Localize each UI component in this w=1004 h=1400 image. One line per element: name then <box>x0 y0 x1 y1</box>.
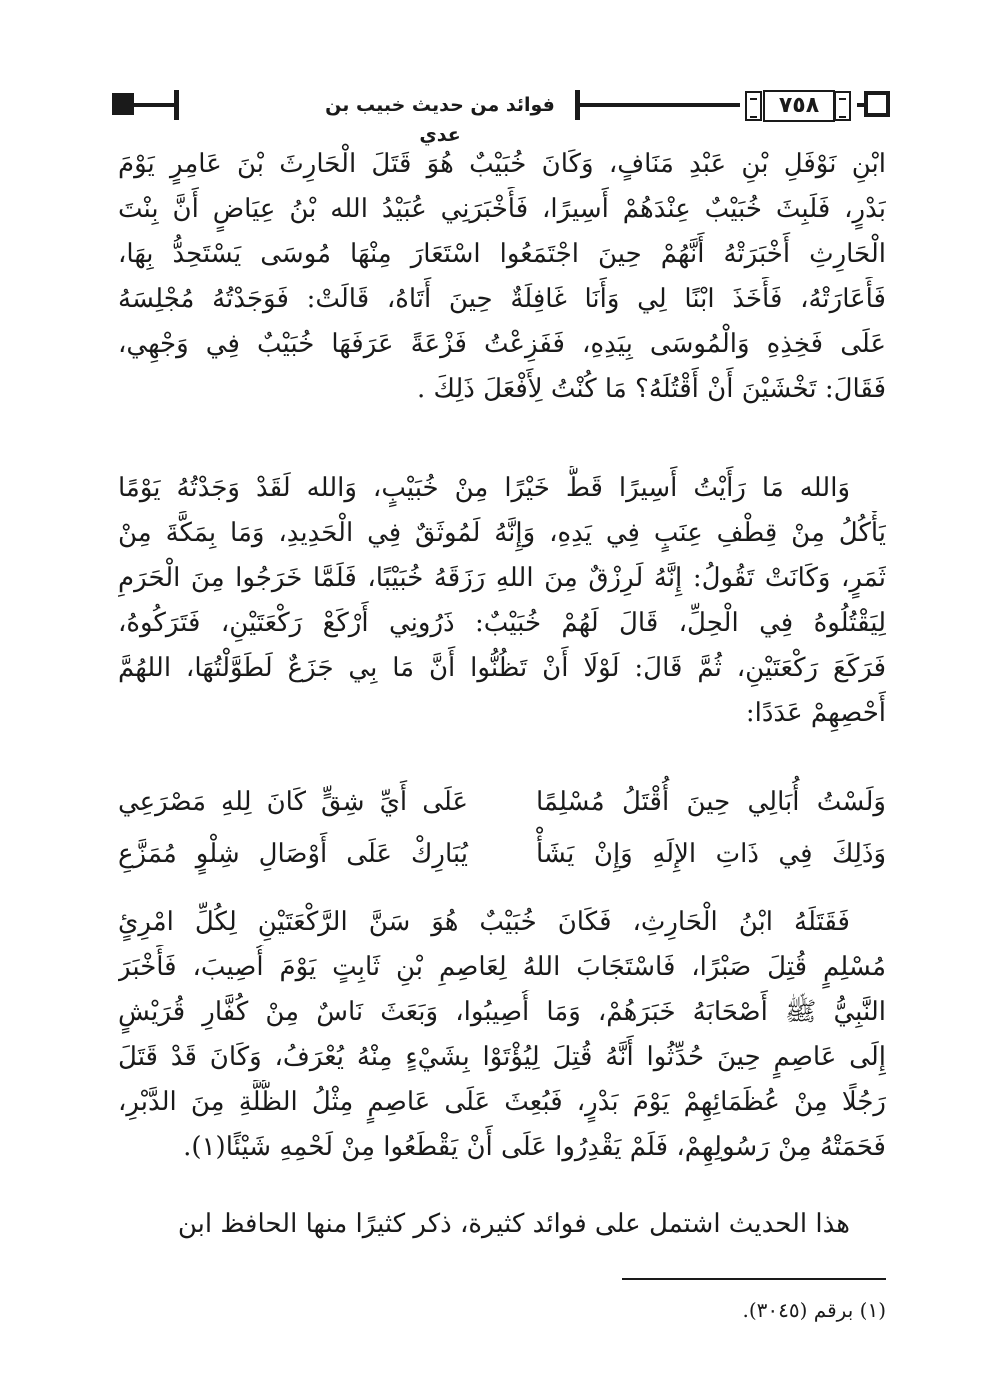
text-line: فَأَعَارَتْهُ، فَأَخَذَ ابْنًا لِي وَأَنَا غَافِلَةٌ حِينَ أَتَاهُ، قَالَتْ: فَوَجَدْتُهُ مُجْلِسَهُ <box>118 284 886 314</box>
text-line: فَرَكَعَ رَكْعَتَيْنِ، ثُمَّ قَالَ: لَوْلَا أَنْ تَظُنُّوا أَنَّ مَا بِي جَزَعٌ لَطَوَّلْتُهَا، اللهُمَّ <box>118 653 886 683</box>
running-title: فوائد من حديث خبيب بن عدي <box>311 90 569 120</box>
paragraph-3 <box>118 900 886 1170</box>
text-line: لِيَقْتُلُوهُ فِي الْحِلِّ، قَالَ لَهُمْ خُبَيْبٌ: ذَرُونِي أَرْكَعْ رَكْعَتَيْنِ، فَتَرَكُوهُ، <box>118 608 886 638</box>
page-number-frame <box>739 86 857 124</box>
text-line: إِلَى عَاصِمٍ حِينَ حُدِّثُوا أَنَّهُ قُتِلَ لِيُؤْتَوْا بِشَيْءٍ مِنْهُ يُعْرَفُ، وَكَانَ قَدْ قَتَلَ <box>118 1042 886 1072</box>
frame-knot-ornament <box>745 91 762 121</box>
header-rule-middle <box>580 103 740 107</box>
text-line: هذا الحديث اشتمل على فوائد كثيرة، ذكر كثيرًا منها الحافظ ابن <box>177 1209 850 1239</box>
poem-second-hemistich: يُبَارِكْ عَلَى أَوْصَالِ شِلْوٍ مُمَزَّعِ <box>118 839 468 869</box>
poem-second-hemistich: عَلَى أَيِّ شِقٍّ كَانَ لِلهِ مَصْرَعِي <box>118 787 468 817</box>
footnote-separator <box>622 1278 886 1280</box>
page-header <box>112 84 890 146</box>
poem-first-hemistich: وَلَسْتُ أُبَالِي حِينَ أُقْتَلُ مُسْلِمًا <box>536 787 886 817</box>
header-bar-ornament <box>174 90 179 120</box>
text-line: يَأْكُلُ مِنْ قِطْفِ عِنَبٍ فِي يَدِهِ، وَإِنَّهُ لَمُوثَقٌ فِي الْحَدِيدِ، وَمَا بِمَكَّةَ مِنْ <box>118 518 886 548</box>
paragraph-4 <box>118 1202 886 1247</box>
header-square-ornament <box>112 93 134 115</box>
text-line: مُسْلِمٍ قُتِلَ صَبْرًا، فَاسْتَجَابَ اللهُ لِعَاصِمِ بْنِ ثَابِتٍ يَوْمَ أُصِيبَ، فَأَخْبَرَ <box>118 952 886 982</box>
frame-knot-ornament <box>834 91 851 121</box>
poem-verse <box>118 830 886 882</box>
header-rule-left <box>134 103 174 107</box>
poem-first-hemistich: وَذَلِكَ فِي ذَاتِ الإِلَهِ وَإِنْ يَشَأْ <box>536 839 886 869</box>
text-line: النَّبِيُّ ﷺ أَصْحَابَهُ خَبَرَهُمْ، وَمَا أُصِيبُوا، وَبَعَثَ نَاسٌ مِنْ كُفَّارِ قُرَيْشٍ <box>118 997 886 1027</box>
text-line: فَقَتَلَهُ ابْنُ الْحَارِثِ، فَكَانَ خُبَيْبٌ هُوَ سَنَّ الرَّكْعَتَيْنِ لِكُلِّ امْرِئٍ <box>118 907 850 937</box>
page-number: ٧٥٨ <box>763 90 835 122</box>
text-line: ثَمَرٍ، وَكَانَتْ تَقُولُ: إِنَّهُ لَرِزْقٌ مِنَ اللهِ رَزَقَهُ خُبَيْبًا، فَلَمَّا خَرَجُوا مِنَ الْحَرَمِ <box>118 563 886 593</box>
text-line: رَجُلًا مِنْ عُظَمَائِهِمْ يَوْمَ بَدْرٍ، فَبُعِثَ عَلَى عَاصِمٍ مِثْلُ الظُّلَّةِ مِنَ الدَّبْرِ، <box>118 1087 886 1117</box>
text-line: الْحَارِثِ أَخْبَرَتْهُ أَنَّهُمْ حِينَ اجْتَمَعُوا اسْتَعَارَ مِنْهَا مُوسَى يَسْتَحِدُّ بِهَا، <box>118 239 886 269</box>
text-line: فَحَمَتْهُ مِنْ رَسُولِهِمْ، فَلَمْ يَقْدِرُوا عَلَى أَنْ يَقْطَعُوا مِنْ لَحْمِهِ شَيْئًا(١). <box>183 1132 886 1162</box>
paragraph-2 <box>118 466 886 736</box>
paragraph-1 <box>118 142 886 412</box>
footnote: (١) برقم (٣٠٤٥). <box>742 1298 886 1322</box>
text-line: فَقَالَ: تَخْشَيْنَ أَنْ أَقْتُلَهُ؟ مَا كُنْتُ لِأَفْعَلَ ذَلِكَ . <box>416 374 886 404</box>
header-hollow-square-ornament <box>864 91 890 117</box>
text-line: أَحْصِهِمْ عَدَدًا: <box>745 698 886 728</box>
text-line: عَلَى فَخِذِهِ وَالْمُوسَى بِيَدِهِ، فَفَزِعْتُ فَزْعَةً عَرَفَهَا خُبَيْبٌ فِي وَجْهِي، <box>118 329 886 359</box>
text-line: وَالله مَا رَأَيْتُ أَسِيرًا قَطُّ خَيْرًا مِنْ خُبَيْبٍ، وَالله لَقَدْ وَجَدْتُهُ يَوْمًا <box>118 473 850 503</box>
text-line: ابْنِ نَوْفَلِ بْنِ عَبْدِ مَنَافٍ، وَكَانَ خُبَيْبٌ هُوَ قَتَلَ الْحَارِثَ بْنَ عَامِرٍ يَوْمَ <box>118 149 886 179</box>
poem-verse <box>118 778 886 830</box>
poem <box>118 778 886 882</box>
text-line: بَدْرٍ، فَلَبِثَ خُبَيْبٌ عِنْدَهُمْ أَسِيرًا، فَأَخْبَرَنِي عُبَيْدُ الله بْنُ عِيَاضٍ أَنَّ بِنْتَ <box>118 194 886 224</box>
